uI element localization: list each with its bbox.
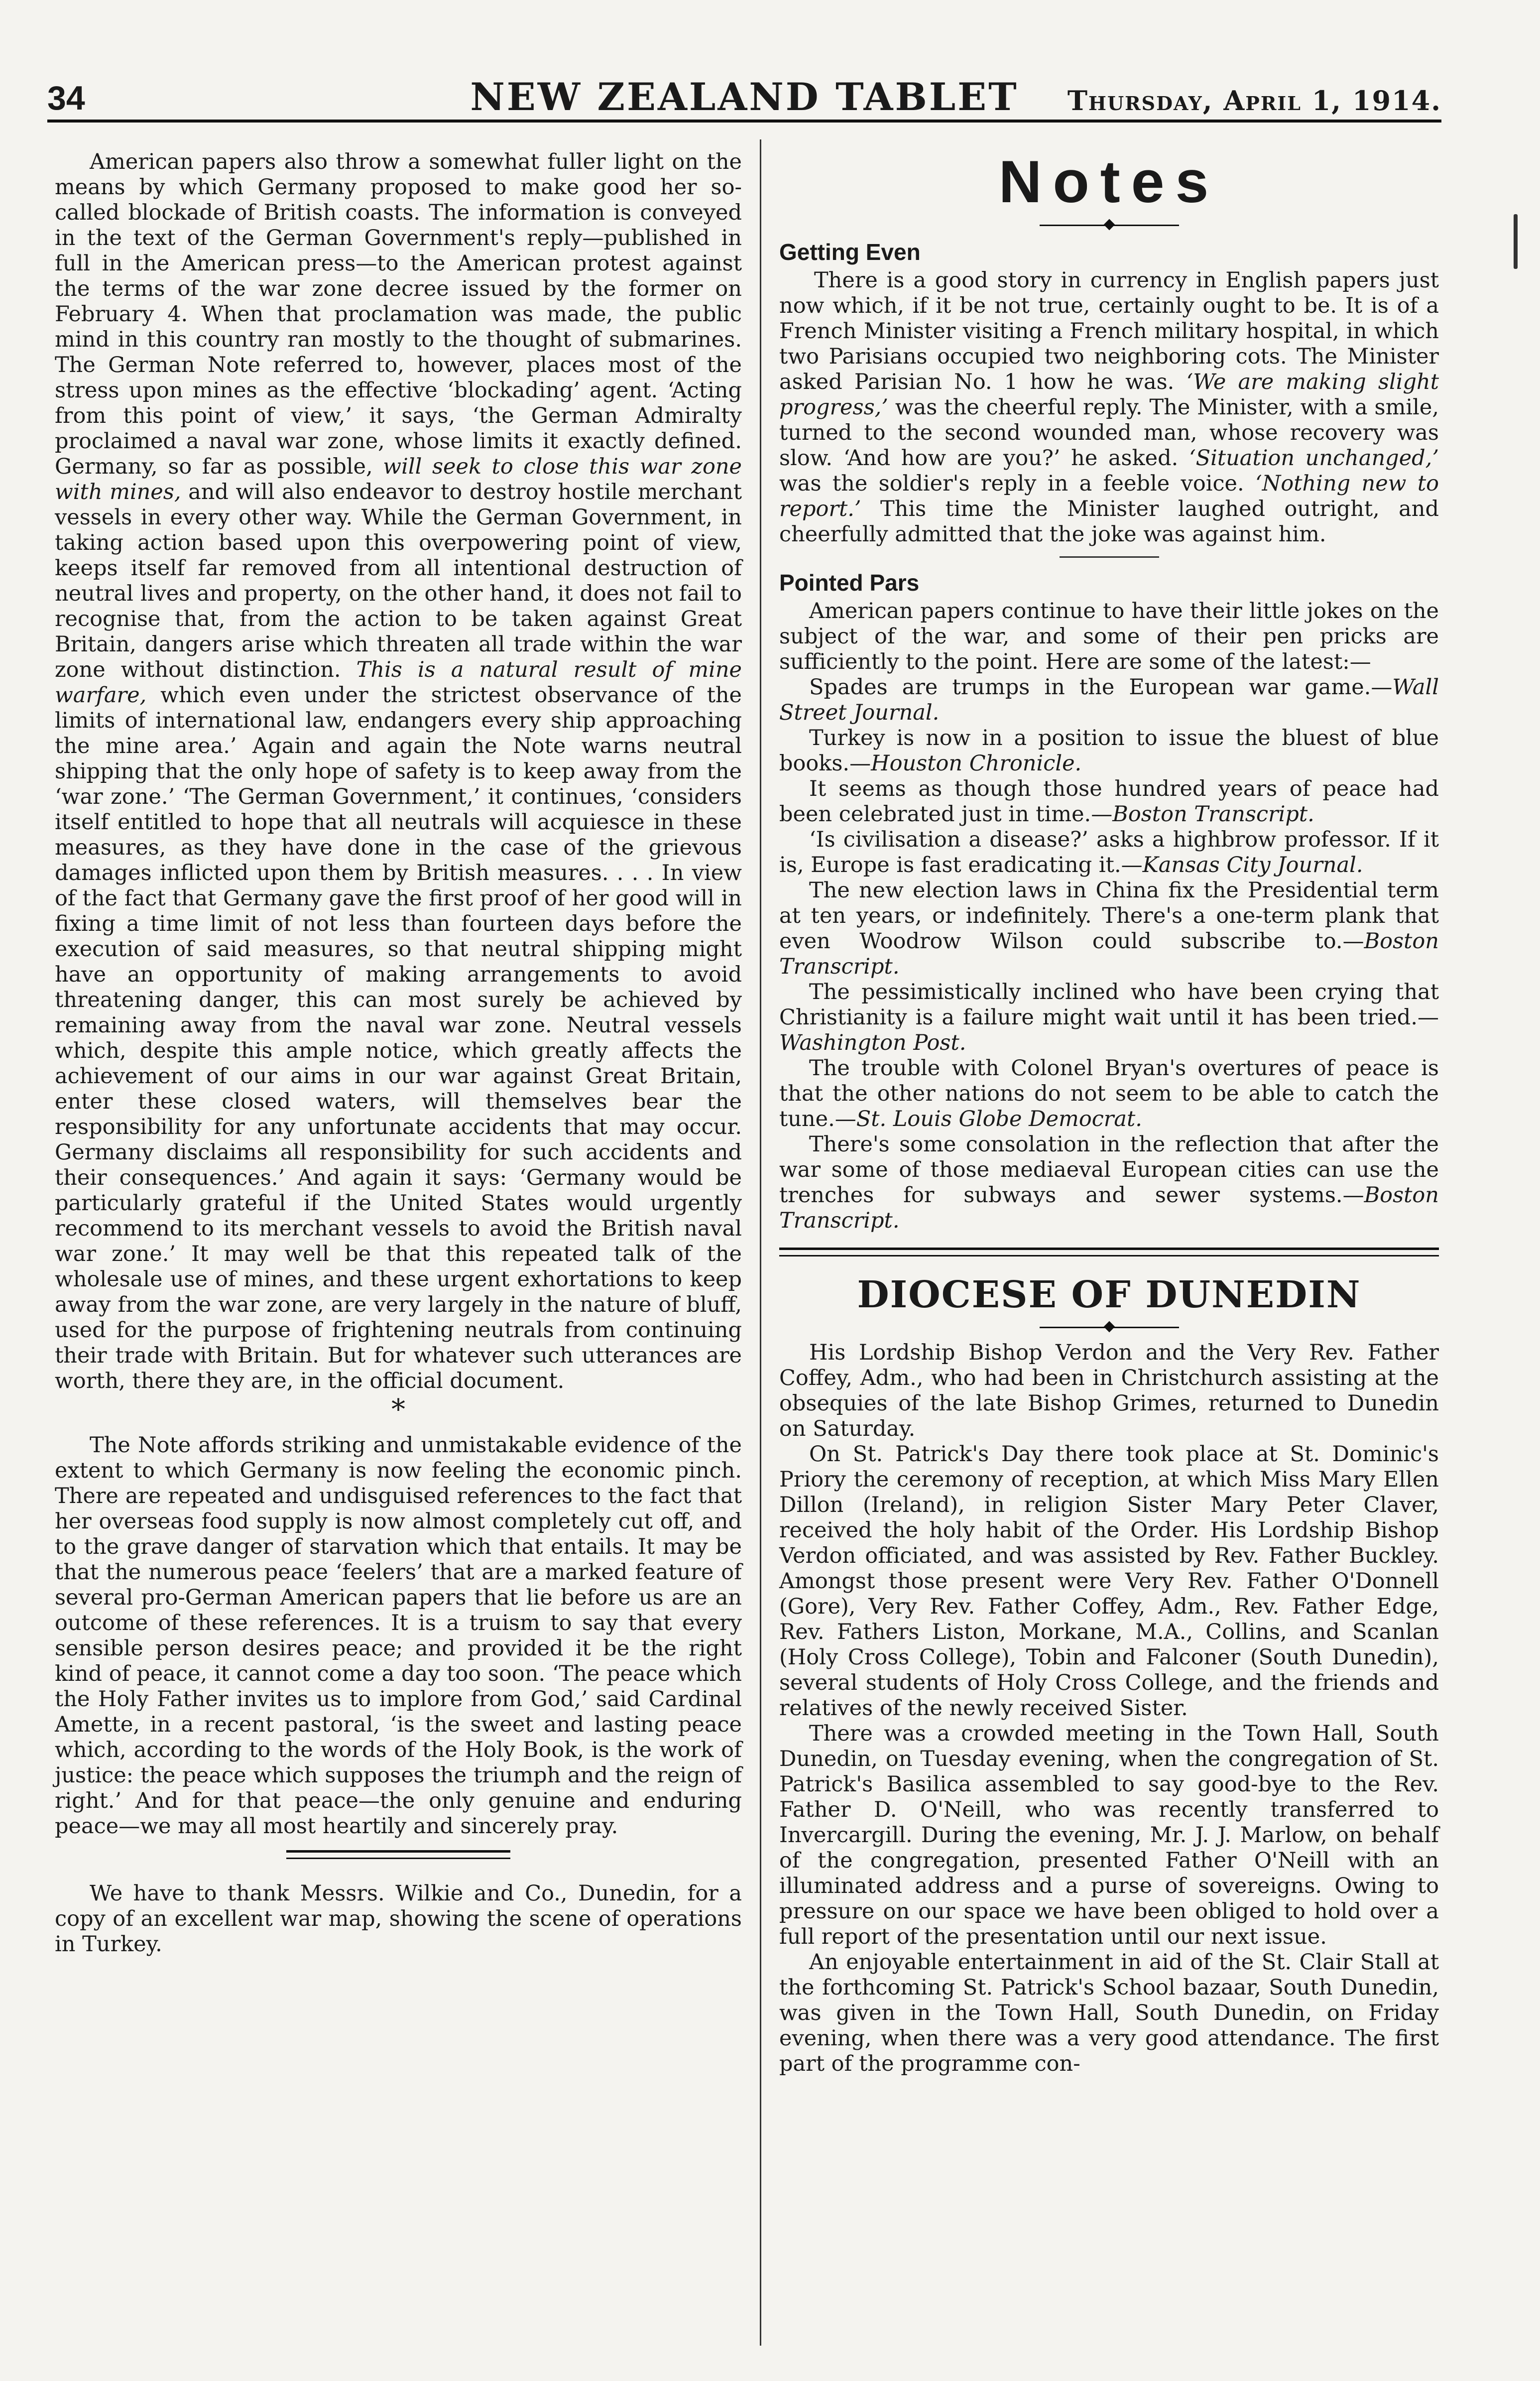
joke-item: ‘Is civilisation a disease?’ asks a highbrow professor. If it is, Europe is fast eradicating it.—Kansas City Journal. [779, 827, 1439, 877]
acknowledgement-paragraph: We have to thank Messrs. Wilkie and Co., Dunedin, for a copy of an excellent war map, showing the scene of operations in Turkey. [55, 1881, 742, 1957]
joke-item: It seems as though those hundred years of peace had been celebrated just in time.—Boston Transcript. [779, 776, 1439, 827]
section-asterism: * [391, 1393, 405, 1426]
pointed-pars-heading: Pointed Pars [779, 570, 920, 596]
masthead [47, 70, 1441, 123]
section-double-rule [779, 1248, 1439, 1256]
issue-date: Thursday, April 1, 1914. [1067, 85, 1441, 117]
getting-even-paragraph: There is a good story in currency in English papers just now which, if it be not true, certainly ought to be. It is of a French Minister visiting a French military hospital, in which two Parisians occupied two neighboring cots. The Minister asked Parisian No. 1 how he was. ‘We are making slight progress,’ was the cheerful reply. The Minister, with a smile, turned to the second wounded man, whose recovery was slow. ‘And how are you?’ he asked. ‘Situation unchanged,’ was the soldier's reply in a feeble voice. ‘Nothing new to report.’ This time the Minister laughed outright, and cheerfully admitted that the joke was against him. [779, 268, 1439, 547]
right-column [779, 149, 1439, 2077]
joke-item: The new election laws in China fix the Presidential term at ten years, or indefinitely. There's a one-term plank that even Woodrow Wilson could subscribe to.—Boston Transcript. [779, 878, 1439, 979]
article-paragraph: The Note affords striking and unmistakable evidence of the extent to which Germany is now feeling the economic pinch. There are repeated and undisguised references to the fact that her overseas food supply is now almost completely cut off, and to the grave danger of starvation which that entails. It may be that the numerous peace ‘feelers’ that are a marked feature of several pro-German American papers that lie before us are an outcome of these references. It is a truism to say that every sensible person desires peace; and provided it be the right kind of peace, it cannot come a day too soon. ‘The peace which the Holy Father invites us to implore from God,’ said Cardinal Amette, in a recent pastoral, ‘is the sweet and lasting peace which, according to the words of the Holy Book, is the work of justice: the peace which supposes the triumph and the reign of right.’ And for that peace—the only genuine and enduring peace—we may all most heartily and sincerely pray. [55, 1433, 742, 1839]
diocese-paragraph: His Lordship Bishop Verdon and the Very Rev. Father Coffey, Adm., who had been in Christchurch assisting at the obsequies of the late Bishop Grimes, returned to Dunedin on Saturday. [779, 1340, 1439, 1441]
joke-item: The pessimistically inclined who have been crying that Christianity is a failure might wait until it has been tried.—Washington Post. [779, 980, 1439, 1055]
left-column [55, 149, 742, 1957]
joke-item: Spades are trumps in the European war game.—Wall Street Journal. [779, 675, 1439, 725]
diamond-rule [1040, 219, 1179, 231]
getting-even-heading: Getting Even [779, 239, 921, 265]
diocese-heading: DIOCESE OF DUNEDIN [857, 1273, 1361, 1316]
column-divider [760, 139, 761, 2346]
diamond-rule [1040, 1321, 1179, 1333]
double-rule [286, 1850, 510, 1859]
diocese-paragraph: An enjoyable entertainment in aid of the St. Clair Stall at the forthcoming St. Patrick's School bazaar, South Dunedin, was given in the Town Hall, South Dunedin, on Friday evening, when there was a very good attendance. The first part of the programme con- [779, 1950, 1439, 2076]
ink-spot [1514, 214, 1518, 269]
paper-title: NEW ZEALAND TABLET [470, 75, 1019, 119]
joke-item: Turkey is now in a position to issue the bluest of blue books.—Houston Chronicle. [779, 726, 1439, 776]
diocese-paragraph: On St. Patrick's Day there took place at St. Dominic's Priory the ceremony of reception, at which Miss Mary Ellen Dillon (Ireland), in religion Sister Mary Peter Claver, received the holy habit of the Order. His Lordship Bishop Verdon officiated, and was assisted by Rev. Father Buckley. Amongst those present were Very Rev. Father O'Donnell (Gore), Very Rev. Father Coffey, Adm., Rev. Father Edge, Rev. Fathers Liston, Morkane, M.A., Collins, and Scanlan (Holy Cross College), Tobin and Falconer (South Dunedin), several students of Holy Cross College, and the friends and relatives of the newly received Sister. [779, 1442, 1439, 1721]
joke-item: The trouble with Colonel Bryan's overtures of peace is that the other nations do not seem to be able to catch the tune.—St. Louis Globe Democrat. [779, 1056, 1439, 1131]
page-number: 34 [47, 79, 85, 117]
notes-heading: Notes [998, 148, 1220, 215]
joke-item: There's some consolation in the reflection that after the war some of those mediaeval European cities can use the trenches for subways and sewer systems.—Boston Transcript. [779, 1132, 1439, 1233]
article-paragraph: American papers also throw a somewhat fuller light on the means by which Germany proposed to make good her so-called blockade of British coasts. The information is conveyed in the text of the German Government's reply—published in full in the American press—to the American protest against the terms of the war zone decree issued by the former on February 4. When that proclamation was made, the public mind in this country ran mostly to the thought of submarines. The German Note referred to, however, places most of the stress upon mines as the effective ‘blockading’ agent. ‘Acting from this point of view,’ it says, ‘the German Admiralty proclaimed a naval war zone, whose limits it exactly defined. Germany, so far as possible, will seek to close this war zone with mines, and will also endeavor to destroy hostile merchant vessels in every other way. While the German Government, in taking action based upon this overpowering point of view, keeps itself far removed from all intentional destruction of neutral lives and property, on the other hand, it does not fail to recognise that, from the action to be taken against Great Britain, dangers arise which threaten all trade within the war zone without distinction. This is a natural result of mine warfare, which even under the strictest observance of the limits of international law, endangers every ship approaching the mine area.’ Again and again the Note warns neutral shipping that the only hope of safety is to keep away from the ‘war zone.’ ‘The German Government,’ it continues, ‘considers itself entitled to hope that all neutrals will acquiesce in these measures, as they have done in the case of the grievous damages inflicted upon them by British measures. . . . In view of the fact that Germany gave the first proof of her good will in fixing a time limit of not less than fourteen days before the execution of said measures, so that neutral shipping might have an opportunity of making arrangements to avoid threatening danger, this can most surely be achieved by remaining away from the naval war zone. Neutral vessels which, despite this ample notice, which greatly affects the achievement of our aims in our war against Great Britain, enter these closed waters, will themselves bear the responsibility for any unfortunate accidents that may occur. Germany disclaims all responsibility for such accidents and their consequences.’ And again it says: ‘Germany would be particularly grateful if the United States would urgently recommend to its merchant vessels to avoid the British naval war zone.’ It may well be that this repeated talk of the wholesale use of mines, and these urgent exhortations to keep away from the war zone, are very largely in the nature of bluff, used for the purpose of frightening neutrals from continuing their trade with Britain. But for whatever such utterances are worth, there they are, in the official document. [55, 149, 742, 1393]
short-rule [1060, 556, 1159, 558]
diocese-paragraph: There was a crowded meeting in the Town Hall, South Dunedin, on Tuesday evening, when the congregation of St. Patrick's Basilica assembled to say good-bye to the Rev. Father D. O'Neill, who was recently transferred to Invercargill. During the evening, Mr. J. J. Marlow, on behalf of the congregation, presented Father O'Neill with an illuminated address and a purse of sovereigns. Owing to pressure on our space we have been obliged to hold over a full report of the presentation until our next issue. [779, 1721, 1439, 1949]
pointed-pars-intro: American papers continue to have their little jokes on the subject of the war, and some of their pen pricks are sufficiently to the point. Here are some of the latest:— [779, 599, 1439, 674]
